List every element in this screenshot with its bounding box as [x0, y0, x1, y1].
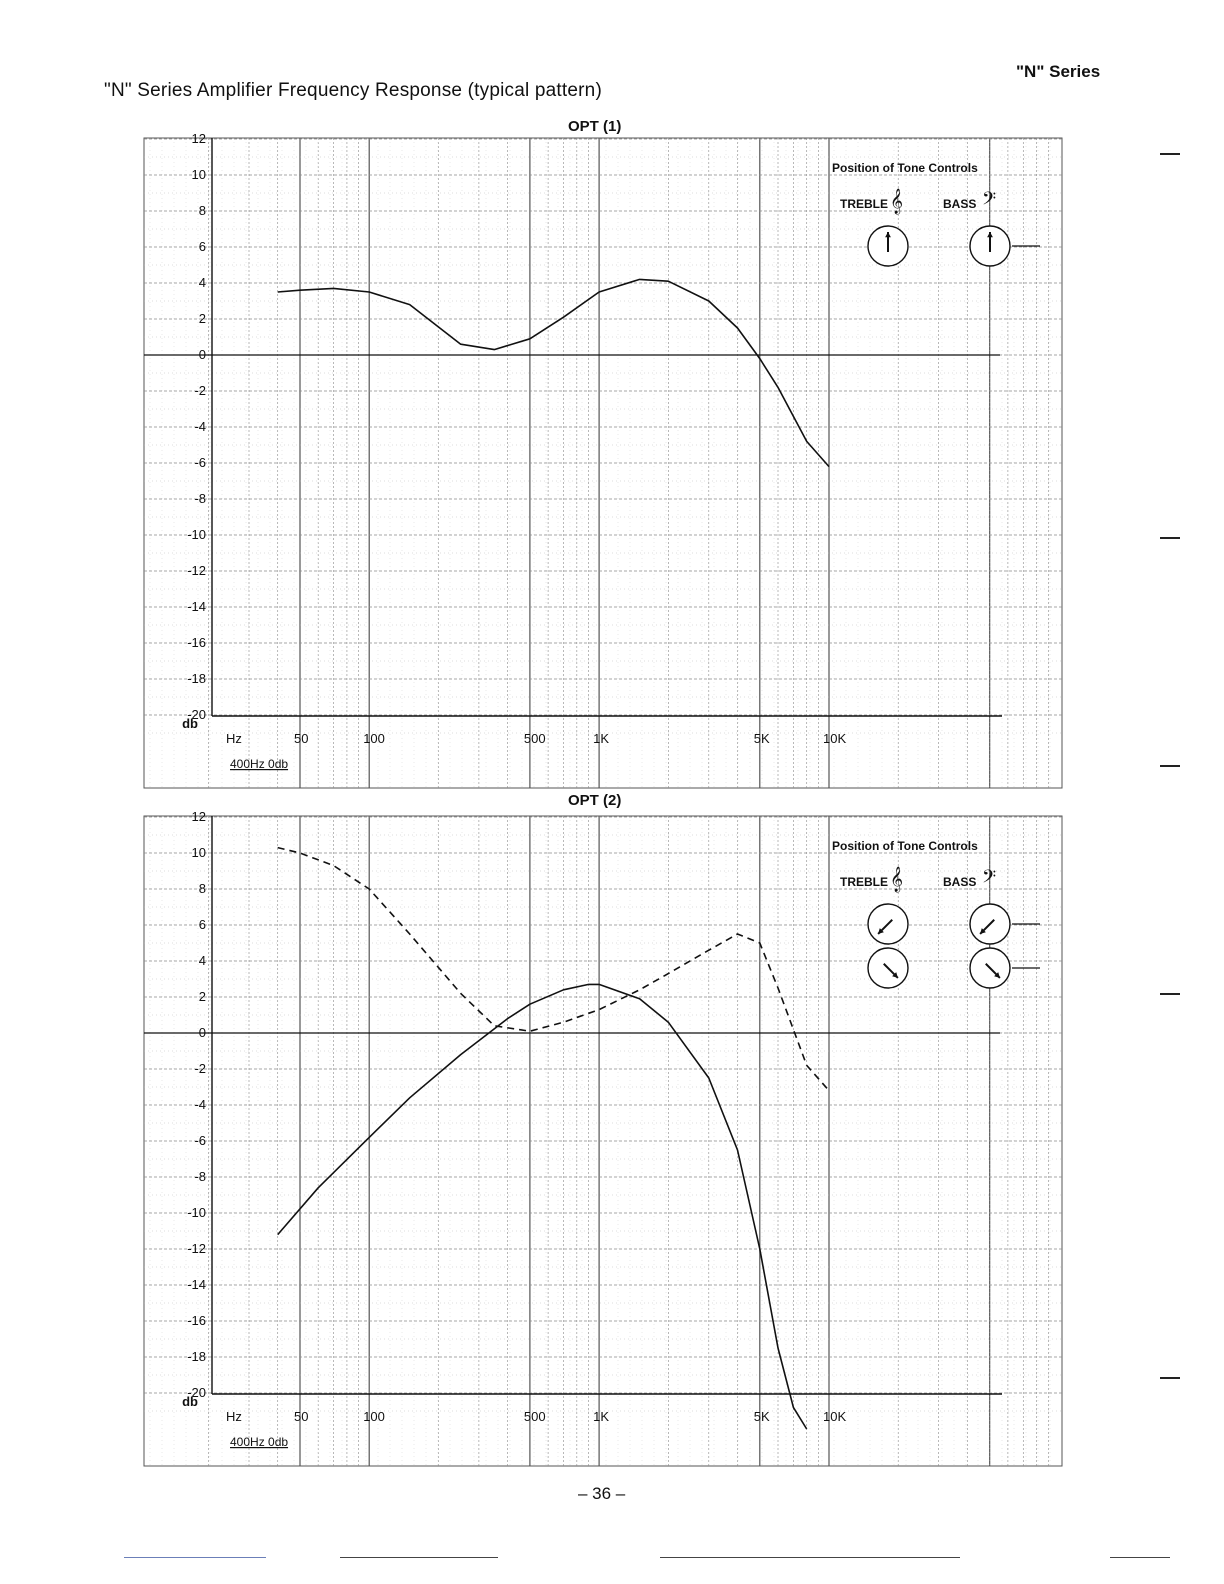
tone-controls-title: Position of Tone Controls [832, 161, 978, 175]
y-tick-label: -20 [187, 707, 206, 722]
tone-controls-title: Position of Tone Controls [832, 839, 978, 853]
margin-mark [1160, 993, 1180, 995]
y-tick-label: -8 [194, 1169, 206, 1184]
y-tick-label: -16 [187, 1313, 206, 1328]
y-tick-label: -12 [187, 1241, 206, 1256]
bass-label: BASS [943, 197, 977, 211]
y-tick-label: 4 [198, 953, 206, 968]
y-tick-label: -16 [187, 635, 206, 650]
treble-clef-icon: 𝄞 [890, 867, 904, 892]
page-edge-line [124, 1557, 266, 1558]
treble-clef-icon: 𝄞 [890, 189, 904, 214]
y-tick-label: 6 [198, 239, 206, 254]
y-tick-label: -18 [187, 671, 206, 686]
y-tick-label: -2 [194, 1061, 206, 1076]
page-edge-line [340, 1557, 498, 1558]
x-tick-label: 10K [823, 731, 847, 746]
x-tick-label: 100 [363, 731, 385, 746]
page-number: – 36 – [578, 1484, 626, 1503]
x-tick-label: 1K [593, 731, 610, 746]
y-tick-label: -14 [187, 1277, 206, 1292]
x-tick-label: 5K [753, 731, 770, 746]
y-tick-label: -4 [194, 1097, 206, 1112]
series-label: "N" Series [1016, 62, 1101, 81]
y-tick-label: -10 [187, 527, 206, 542]
x-unit-label: Hz [226, 1409, 242, 1424]
y-tick-label: -6 [194, 1133, 206, 1148]
y-tick-label: -10 [187, 1205, 206, 1220]
reference-note: 400Hz 0db [230, 1435, 289, 1449]
bass-clef-icon: 𝄢 [982, 867, 997, 892]
y-tick-label: -14 [187, 599, 206, 614]
treble-label: TREBLE [840, 875, 888, 889]
y-unit-label: db [182, 1394, 198, 1409]
y-unit-label: db [182, 716, 198, 731]
x-tick-label: 100 [363, 1409, 385, 1424]
x-tick-label: 500 [523, 1409, 546, 1424]
x-tick-label: 5K [753, 1409, 770, 1424]
y-tick-label: 0 [198, 1025, 206, 1040]
margin-mark [1160, 765, 1180, 767]
y-tick-label: 0 [198, 347, 206, 362]
margin-mark [1160, 153, 1180, 155]
y-tick-label: 8 [198, 203, 206, 218]
margin-mark [1160, 537, 1180, 539]
bass-label: BASS [943, 875, 977, 889]
treble-label: TREBLE [840, 197, 888, 211]
y-tick-label: 10 [191, 167, 206, 182]
page-edge-line [660, 1557, 960, 1558]
series-line-solid [278, 984, 807, 1429]
y-tick-label: -12 [187, 563, 206, 578]
y-tick-label: -8 [194, 491, 206, 506]
series-line-dashed [278, 848, 829, 1091]
page-edge-line [1110, 1557, 1170, 1558]
y-tick-label: 2 [198, 989, 206, 1004]
page-title: "N" Series Amplifier Frequency Response (typical pattern) [104, 80, 602, 101]
y-tick-label: 4 [198, 275, 206, 290]
x-unit-label: Hz [226, 731, 242, 746]
x-tick-label: 50 [294, 731, 309, 746]
y-tick-label: 8 [198, 881, 206, 896]
y-tick-label: 6 [198, 917, 206, 932]
chart-title-opt2: OPT (2) [568, 792, 622, 809]
y-tick-label: -20 [187, 1385, 206, 1400]
y-tick-label: 2 [198, 311, 206, 326]
bass-clef-icon: 𝄢 [982, 189, 997, 214]
x-tick-label: 10K [823, 1409, 847, 1424]
y-tick-label: -4 [194, 419, 206, 434]
y-tick-label: -6 [194, 455, 206, 470]
y-tick-label: 12 [191, 131, 206, 146]
y-tick-label: -2 [194, 383, 206, 398]
margin-mark [1160, 1377, 1180, 1379]
y-tick-label: 10 [191, 845, 206, 860]
x-tick-label: 500 [523, 731, 546, 746]
reference-note: 400Hz 0db [230, 757, 289, 771]
x-tick-label: 50 [294, 1409, 309, 1424]
y-tick-label: 12 [191, 809, 206, 824]
y-tick-label: -18 [187, 1349, 206, 1364]
x-tick-label: 1K [593, 1409, 610, 1424]
chart-title-opt1: OPT (1) [568, 118, 622, 135]
